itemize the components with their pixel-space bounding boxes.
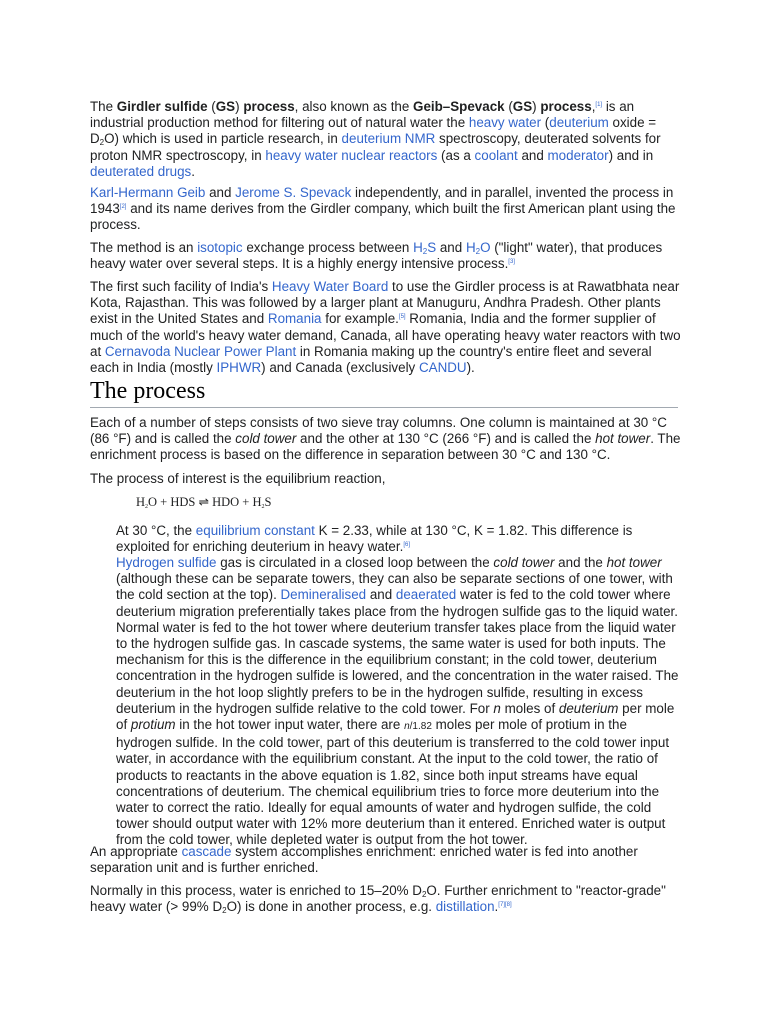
link-deuterium[interactable]: deuterium: [549, 115, 609, 131]
link-heavy-water-reactors[interactable]: heavy water nuclear reactors: [265, 147, 438, 163]
text: H: [136, 495, 146, 509]
text: The first such facility of India's: [90, 279, 272, 294]
text: and: [366, 587, 396, 603]
text: and its name derives from the Girdler company, which built the first American plant using the process.: [90, 201, 676, 233]
text: gas is circulated in a closed loop between the: [216, 555, 494, 570]
text: H: [413, 240, 423, 255]
italic-term: n: [404, 721, 410, 733]
text: S: [427, 240, 437, 255]
text: Each of a number of steps consists of two sieve tray columns. One column is maintained at 30 °C (86 °F) and is called the: [90, 415, 667, 447]
text: ("light" water), that produces heavy water over several steps. It is a highly energy intensive process.: [90, 240, 663, 272]
bold-term: Girdler sulfide: [116, 99, 208, 114]
equilibrium-equation: [136, 494, 271, 510]
text: O) is done in another process, e.g.: [226, 899, 436, 915]
equilibrium-constant-paragraph: [116, 523, 682, 555]
enrichment-paragraph: [90, 883, 682, 915]
italic-term: protium: [130, 717, 176, 733]
text: to use the Girdler process is at Rawatbhata near Kota, Rajasthan. This was followed by a larger plant at Manuguru, Andhra Pradesh. Other plants exist in the United States and: [90, 279, 680, 327]
text: water is fed to the cold tower where deuterium migration preferentially takes place from the hydrogen sulfide gas to the liquid water. Normal water is fed to the hot tower where deuterium transfer takes place from the liquid water to the hydrogen sulfide gas. In cascade systems, the same water is used for both inputs. The mechanism for this is the difference in the equilibrium constant; in the cold tower, deuterium concentration in the hydrogen sulfide is lowered, and the concentration in the water raised. The deuterium in the hot loop slightly prefers to be in the hydrogen sulfide, resulting in excess deuterium in the hydrogen sulfide relative to the cold tower. For: [116, 587, 679, 716]
intro-paragraph: [90, 99, 682, 180]
text: moles per mole of protium in the hydrogen sulfide. In the cold tower, part of this deuterium is transferred to the cold tower input water, in accordance with the equilibrium constant. At the input to the cold tower, the ratio of products to reactants in the above equation is 1.82, since both input streams have equal concentrations of deuterium. The chemical equilibrium tries to force more deuterium into the water to correct the ratio. Ideally for equal amounts of water and hydrogen sulfide, the cold tower should output water with 12% more deuterium than it entered. Enriched water is output from the cold tower, while depleted water is output from the hot tower.: [116, 717, 670, 848]
text: ): [532, 99, 541, 114]
bold-term: GS: [215, 99, 236, 114]
text: exchange process between: [242, 240, 414, 255]
text: moles of: [500, 700, 559, 716]
subscript: 2: [422, 247, 428, 256]
subscript: 2: [222, 906, 227, 916]
link-romania[interactable]: Romania: [267, 311, 322, 327]
text: and the: [554, 555, 607, 570]
method-paragraph: [90, 240, 682, 272]
text: The method is an: [90, 240, 198, 255]
text: independently, and in parallel, invented the process in 1943: [90, 185, 674, 217]
text: An appropriate: [90, 844, 182, 859]
link-geib[interactable]: Karl-Hermann Geib: [90, 185, 206, 200]
link-hydrogen-sulfide[interactable]: Hydrogen sulfide: [116, 555, 217, 570]
italic-term: hot tower: [595, 431, 651, 447]
section-heading: The process: [90, 376, 678, 408]
italic-term: deuterium: [558, 700, 619, 716]
subscript: 2: [421, 890, 427, 899]
subscript: 2: [475, 247, 481, 256]
italic-term: cold tower: [493, 555, 555, 570]
link-spevack[interactable]: Jerome S. Spevack: [235, 185, 352, 200]
italic-term: hot tower: [606, 555, 662, 570]
reference-link[interactable]: [1]: [595, 102, 603, 108]
text: in Romania making up the country's entire fleet and several each in India (mostly: [90, 343, 652, 376]
link-cascade[interactable]: cascade: [181, 844, 232, 859]
bold-term: process: [243, 99, 295, 114]
text: ) and Canada (exclusively: [261, 360, 419, 376]
link-demineralised[interactable]: Demineralised: [280, 587, 367, 603]
text: and: [517, 147, 548, 163]
text: (: [207, 99, 216, 114]
link-equilibrium-constant[interactable]: equilibrium constant: [195, 523, 315, 538]
reference-link[interactable]: [5]: [398, 314, 406, 321]
towers-paragraph: [90, 415, 682, 464]
link-moderator[interactable]: moderator: [547, 147, 609, 163]
mechanism-paragraph: [116, 555, 682, 849]
reference-link[interactable]: [3]: [508, 259, 515, 266]
reference-link[interactable]: [6]: [403, 542, 410, 549]
cascade-paragraph: [90, 844, 682, 876]
italic-term: n: [493, 700, 501, 716]
text: in the hot tower input water, there are: [175, 717, 405, 733]
bold-term: Geib–Spevack: [413, 99, 505, 114]
link-candu[interactable]: CANDU: [418, 360, 467, 376]
subscript: 2: [145, 504, 149, 510]
text: is an industrial production method for filtering out of natural water the: [90, 99, 635, 131]
text: ).: [466, 360, 475, 376]
reaction-intro: The process of interest is the equilibrium reaction,: [90, 471, 386, 486]
text: and: [436, 240, 466, 255]
text: O: [480, 240, 491, 255]
link-heavy-water-board[interactable]: Heavy Water Board: [271, 279, 389, 294]
text: S: [264, 495, 272, 509]
text: Normally in this process, water is enriched to 15–20% D: [90, 883, 422, 898]
text: and: [205, 185, 236, 200]
text: ): [235, 99, 244, 114]
text: /1.82: [409, 721, 432, 733]
link-deaerated[interactable]: deaerated: [395, 587, 457, 603]
text: The: [90, 99, 117, 114]
text: At 30 °C, the: [116, 523, 196, 538]
text: O. Further enrichment to "reactor-grade" heavy water (> 99% D: [90, 883, 666, 915]
text: H: [465, 240, 476, 255]
link-deuterium-nmr[interactable]: deuterium NMR: [341, 131, 436, 147]
link-h2s[interactable]: [413, 240, 436, 255]
text: O + HDS ⇌ HDO + H: [148, 495, 262, 509]
reference-link[interactable]: [7][8]: [498, 902, 512, 909]
text: spectroscopy, deuterated solvents for proton NMR spectroscopy, in: [90, 131, 661, 163]
bold-term: GS: [512, 99, 533, 114]
text: system accomplishes enrichment: enriched water is fed into another separation unit and is further enriched.: [90, 844, 638, 876]
text: (as a: [437, 147, 475, 163]
subscript: 2: [99, 138, 105, 148]
link-deuterated-drugs[interactable]: deuterated drugs: [90, 163, 192, 179]
text: for example.: [321, 311, 399, 327]
text: K = 2.33, while at 130 °C, K = 1.82. This difference is exploited for enriching deuterium in heavy water.: [116, 523, 633, 555]
text: ) and in: [608, 147, 654, 163]
text: O) which is used in particle research, in: [104, 131, 342, 147]
text: . The enrichment process is based on the difference in separation between 30 °C and 130 °C.: [90, 431, 681, 463]
subscript: 2: [261, 504, 265, 510]
text: (: [504, 99, 513, 114]
history-paragraph: [90, 185, 682, 234]
bold-term: process: [540, 99, 592, 114]
text: oxide = D: [90, 115, 657, 147]
link-coolant[interactable]: coolant: [474, 147, 518, 163]
link-distillation[interactable]: distillation: [435, 899, 495, 915]
text: .: [191, 163, 195, 179]
text: , also known as the: [294, 99, 414, 114]
fraction: [404, 721, 432, 732]
facilities-paragraph: [90, 279, 682, 376]
italic-term: cold tower: [235, 431, 297, 447]
link-heavy-water[interactable]: heavy water: [468, 115, 542, 131]
link-cernavoda[interactable]: Cernavoda Nuclear Power Plant: [104, 343, 297, 359]
text: per mole of: [116, 700, 675, 733]
reference-link[interactable]: [2]: [119, 204, 127, 211]
link-isotopic[interactable]: isotopic: [197, 240, 243, 255]
text: and the other at 130 °C (266 °F) and is called the: [296, 431, 596, 447]
text: Romania, India and the former supplier of much of the world's heavy water demand, Canada, all have operating heavy water reactors with two at: [90, 311, 681, 359]
text: ,: [591, 99, 596, 114]
text: (although these can be separate towers, they can also be separate sections of one tower, with the cold section at the top).: [116, 571, 673, 603]
text: (: [541, 115, 550, 131]
text: .: [494, 899, 499, 915]
link-iphwr[interactable]: IPHWR: [216, 360, 262, 376]
link-h2o[interactable]: [466, 240, 491, 255]
